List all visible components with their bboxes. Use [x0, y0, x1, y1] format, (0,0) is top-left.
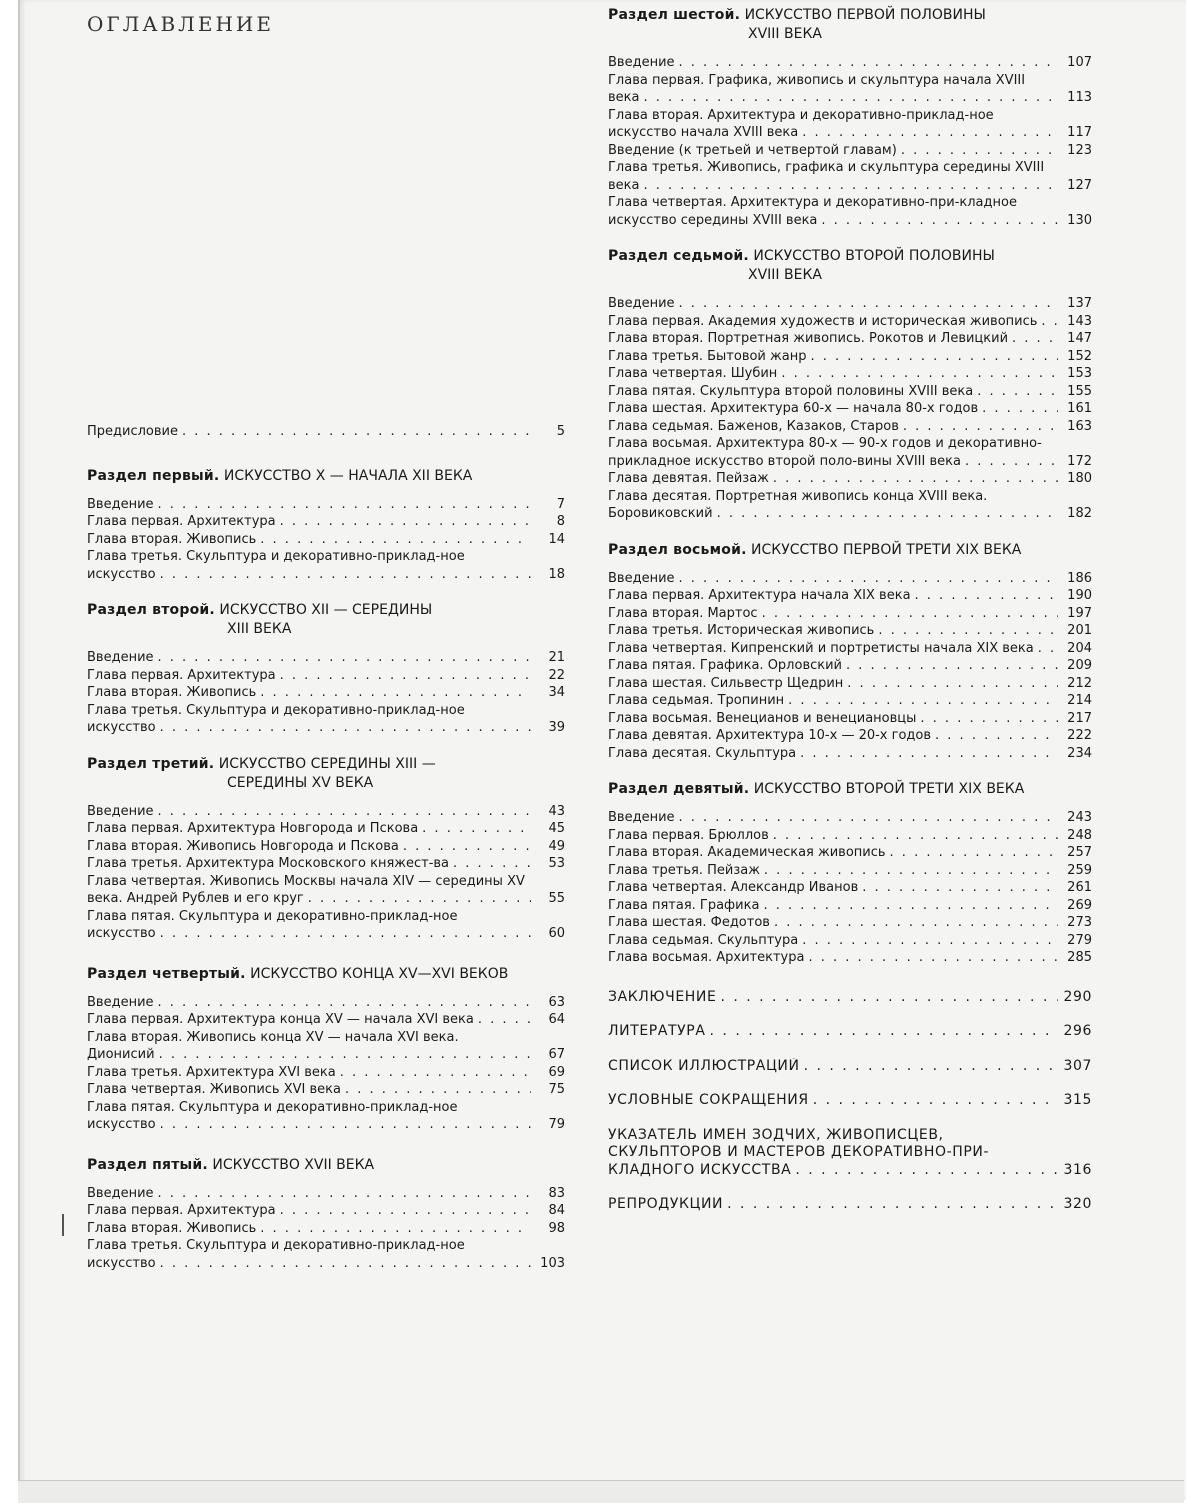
toc-entry-back-matter[interactable] — [608, 1127, 1092, 1180]
toc-section — [608, 6, 1092, 229]
entry-label: Глава восьмая. Венецианов и венециановцы — [608, 711, 920, 726]
section-title: ИСКУССТВО ПЕРВОЙ ТРЕТИ XIX ВЕКА — [751, 541, 1022, 558]
toc-left-column — [87, 423, 565, 1272]
entry-page: 163 — [1058, 418, 1092, 436]
entry-label: Глава пятая. Скульптура и декоративно-приклад-ное искусство — [87, 1099, 458, 1132]
entry-label: Глава седьмая. Скульптура — [608, 933, 802, 948]
entry-page: 69 — [531, 1064, 565, 1082]
entry-label: Глава девятая. Пейзаж — [608, 471, 773, 486]
entry-label: Предисловие — [87, 424, 182, 439]
entry-page: 127 — [1058, 177, 1092, 195]
toc-entry[interactable] — [608, 435, 1092, 470]
section-title-line2: XIII ВЕКА — [227, 621, 292, 637]
section-heading — [608, 247, 1092, 285]
entry-page: 123 — [1058, 142, 1092, 160]
entry-page: 18 — [531, 566, 565, 584]
entry-page: 7 — [531, 496, 565, 514]
entry-label: Глава шестая. Федотов — [608, 915, 774, 930]
entry-label: ЗАКЛЮЧЕНИЕ — [608, 989, 720, 1005]
toc-entry[interactable] — [608, 657, 1092, 675]
entry-label: Глава четвертая. Кипренский и портретисты начала XIX века — [608, 641, 1038, 656]
entry-label: РЕПРОДУКЦИИ — [608, 1196, 727, 1212]
entry-page: 182 — [1058, 505, 1092, 523]
toc-entry[interactable] — [87, 838, 565, 856]
toc-entry[interactable] — [608, 640, 1092, 658]
entry-page: 34 — [531, 684, 565, 702]
entry-page: 117 — [1058, 124, 1092, 142]
toc-right-column — [608, 6, 1092, 1214]
section-heading — [87, 755, 565, 793]
entry-label: Глава десятая. Скульптура — [608, 746, 800, 761]
entry-page: 234 — [1058, 745, 1092, 763]
toc-section — [608, 541, 1092, 763]
toc-entry[interactable] — [608, 72, 1092, 107]
entry-page: 261 — [1058, 879, 1092, 897]
entry-label: Введение — [608, 571, 679, 586]
entry-page: 14 — [531, 531, 565, 549]
section-title-line2: XVIII ВЕКА — [748, 267, 822, 283]
entry-label: Глава первая. Графика, живопись и скульптура начала XVIII века — [608, 72, 1026, 105]
entry-page: 153 — [1058, 365, 1092, 383]
entry-page: 84 — [531, 1202, 565, 1220]
toc-entry[interactable] — [608, 949, 1092, 967]
section-title-line2: XVIII ВЕКА — [748, 26, 822, 42]
toc-section — [87, 467, 565, 584]
toc-entry[interactable] — [87, 667, 565, 685]
section-heading — [608, 6, 1092, 44]
entry-label: Глава десятая. Портретная живопись конца XVIII века. Боровиковский — [608, 488, 988, 521]
page-title: ОГЛАВЛЕНИЕ — [87, 12, 274, 36]
section-name: Раздел третий. — [87, 755, 215, 772]
toc-entry[interactable] — [87, 684, 565, 702]
entry-page: 222 — [1058, 727, 1092, 745]
toc-entry[interactable] — [87, 1185, 565, 1203]
entry-page: 45 — [531, 820, 565, 838]
section-title-line2: СЕРЕДИНЫ XV ВЕКА — [227, 774, 374, 791]
section-name: Раздел первый. — [87, 467, 220, 484]
entry-label: Глава пятая. Графика. Орловский — [608, 658, 846, 673]
entry-label: Глава вторая. Архитектура и декоративно-приклад-ное искусство начала XVIII века — [608, 107, 994, 140]
toc-entry-back-matter[interactable] — [608, 1092, 1092, 1110]
toc-entry[interactable] — [608, 470, 1092, 488]
entry-label: УКАЗАТЕЛЬ ИМЕН ЗОДЧИХ, ЖИВОПИСЦЕВ, СКУЛЬПТОРОВ И МАСТЕРОВ ДЕКОРАТИВНО-ПРИ-КЛАДНОГО ИСКУССТВА — [608, 1126, 990, 1178]
toc-entry[interactable] — [608, 914, 1092, 932]
entry-page: 83 — [531, 1185, 565, 1203]
section-name: Раздел восьмой. — [608, 541, 747, 558]
section-heading — [608, 541, 1092, 560]
entry-label: ЛИТЕРАТУРА — [608, 1023, 710, 1039]
entry-page: 113 — [1058, 89, 1092, 107]
entry-label: Введение — [87, 1186, 158, 1201]
section-name: Раздел четвертый. — [87, 965, 246, 982]
toc-entry[interactable] — [608, 107, 1092, 142]
entry-page: 257 — [1058, 844, 1092, 862]
entry-label: Глава шестая. Сильвестр Щедрин — [608, 676, 847, 691]
toc-entry[interactable] — [608, 675, 1092, 693]
left-sections — [87, 467, 565, 1273]
entry-label: Введение — [608, 296, 679, 311]
entry-page: 5 — [531, 423, 565, 441]
entry-label: Глава первая. Архитектура Новгорода и Пскова — [87, 821, 422, 836]
toc-entry[interactable] — [87, 1081, 565, 1099]
toc-entry[interactable] — [608, 194, 1092, 229]
toc-entry[interactable] — [87, 1237, 565, 1272]
entry-label: Глава третья. Скульптура и декоративно-приклад-ное искусство — [87, 549, 465, 582]
entry-page: 243 — [1058, 809, 1092, 827]
entry-label: Глава третья. Скульптура и декоративно-приклад-ное искусство — [87, 1238, 465, 1271]
entry-page: 43 — [531, 803, 565, 821]
toc-entry[interactable] — [608, 570, 1092, 588]
toc-entry-back-matter[interactable] — [608, 1196, 1092, 1214]
entry-page: 67 — [531, 1046, 565, 1064]
entry-page: 307 — [1058, 1058, 1092, 1076]
entry-label: Введение — [87, 995, 158, 1010]
margin-mark — [62, 1214, 64, 1236]
entry-page: 64 — [531, 1011, 565, 1029]
entry-label: Глава вторая. Мартос — [608, 606, 762, 621]
toc-entry[interactable] — [608, 932, 1092, 950]
entry-label: Глава восьмая. Архитектура 80-х — 90-х годов и декоративно-прикладное искусство второй поло-вины XVIII века — [608, 436, 1042, 469]
section-title: ИСКУССТВО СЕРЕДИНЫ XIII — — [218, 755, 436, 772]
entry-label: Глава первая. Архитектура конца XV — начала XVI века — [87, 1012, 478, 1027]
entry-page: 269 — [1058, 897, 1092, 915]
entry-page: 212 — [1058, 675, 1092, 693]
toc-entry[interactable] — [608, 605, 1092, 623]
entry-page: 137 — [1058, 295, 1092, 313]
entry-page: 190 — [1058, 587, 1092, 605]
section-heading — [87, 467, 565, 486]
toc-entry[interactable] — [87, 513, 565, 531]
entry-label: Глава седьмая. Баженов, Казаков, Старов — [608, 419, 903, 434]
entry-page: 53 — [531, 855, 565, 873]
entry-page: 55 — [531, 890, 565, 908]
entry-label: Глава вторая. Живопись Новгорода и Пскова — [87, 839, 403, 854]
entry-page: 130 — [1058, 212, 1092, 230]
section-heading — [608, 780, 1092, 799]
entry-label: Глава вторая. Живопись конца XV — начала XVI века. Дионисий — [87, 1029, 459, 1062]
toc-section — [87, 755, 565, 943]
entry-page: 103 — [531, 1255, 565, 1273]
entry-page: 217 — [1058, 710, 1092, 728]
entry-label: Глава четвертая. Александр Иванов — [608, 880, 862, 895]
toc-section — [608, 780, 1092, 967]
entry-label: Глава девятая. Архитектура 10-х — 20-х годов — [608, 728, 935, 743]
toc-entry[interactable] — [608, 159, 1092, 194]
entry-label: Глава пятая. Скульптура и декоративно-приклад-ное искусство — [87, 908, 458, 941]
entry-page: 186 — [1058, 570, 1092, 588]
entry-label: Глава третья. Архитектура XVI века — [87, 1065, 340, 1080]
entry-label: Глава третья. Скульптура и декоративно-приклад-ное искусство — [87, 702, 465, 735]
entry-label: Глава вторая. Портретная живопись. Рокотов и Левицкий — [608, 331, 1012, 346]
entry-label: Глава вторая. Живопись — [87, 532, 260, 547]
toc-entry[interactable] — [87, 548, 565, 583]
entry-page: 273 — [1058, 914, 1092, 932]
entry-page: 75 — [531, 1081, 565, 1099]
entry-label: Глава третья. Историческая живопись — [608, 623, 878, 638]
entry-label: Глава третья. Архитектура Московского княжест-ва — [87, 856, 453, 871]
toc-entry[interactable] — [608, 330, 1092, 348]
toc-entry[interactable] — [87, 820, 565, 838]
toc-entry[interactable] — [608, 383, 1092, 401]
toc-entry[interactable] — [608, 879, 1092, 897]
toc-entry-back-matter[interactable] — [608, 1023, 1092, 1041]
section-title: ИСКУССТВО XVII ВЕКА — [212, 1156, 375, 1173]
entry-page: 60 — [531, 925, 565, 943]
entry-label: Глава вторая. Академическая живопись — [608, 845, 890, 860]
toc-entry[interactable] — [608, 727, 1092, 745]
entry-page: 201 — [1058, 622, 1092, 640]
toc-entry[interactable] — [608, 862, 1092, 880]
entry-label: Глава первая. Архитектура начала XIX века — [608, 588, 915, 603]
entry-label: Введение — [87, 497, 158, 512]
back-matter — [608, 989, 1092, 1214]
entry-label: Глава третья. Бытовой жанр — [608, 349, 810, 364]
page-edge — [18, 1480, 1184, 1503]
entry-label: Глава четвертая. Шубин — [608, 366, 781, 381]
toc-entry[interactable] — [87, 908, 565, 943]
toc-entry[interactable] — [608, 488, 1092, 523]
toc-entry[interactable] — [608, 844, 1092, 862]
section-title: ИСКУССТВО ВТОРОЙ ПОЛОВИНЫ — [753, 248, 995, 264]
section-title: ИСКУССТВО ПЕРВОЙ ПОЛОВИНЫ — [744, 7, 986, 23]
toc-entry[interactable] — [87, 649, 565, 667]
entry-label: Введение — [608, 810, 679, 825]
toc-entry[interactable] — [87, 496, 565, 514]
entry-label: Глава вторая. Живопись — [87, 1221, 260, 1236]
entry-page: 79 — [531, 1116, 565, 1134]
entry-page: 316 — [1058, 1162, 1092, 1180]
toc-section — [87, 965, 565, 1134]
toc-entry[interactable] — [87, 1029, 565, 1064]
entry-label: Глава третья. Пейзаж — [608, 863, 764, 878]
toc-entry[interactable] — [608, 418, 1092, 436]
entry-page: 22 — [531, 667, 565, 685]
entry-label: Глава четвертая. Архитектура и декоративно-при-кладное искусство середины XVIII века — [608, 195, 1017, 228]
entry-label: Глава пятая. Графика — [608, 898, 763, 913]
entry-page: 204 — [1058, 640, 1092, 658]
toc-entry[interactable] — [87, 994, 565, 1012]
toc-entry[interactable] — [608, 587, 1092, 605]
toc-entry-back-matter[interactable] — [608, 1058, 1092, 1076]
toc-entry[interactable] — [608, 692, 1092, 710]
toc-entry[interactable] — [608, 745, 1092, 763]
entry-label: Глава пятая. Скульптура второй половины XVIII века — [608, 384, 977, 399]
toc-entry[interactable] — [87, 1064, 565, 1082]
section-name: Раздел шестой. — [608, 7, 741, 23]
entry-page: 279 — [1058, 932, 1092, 950]
toc-entry[interactable] — [608, 827, 1092, 845]
right-sections — [608, 6, 1092, 967]
toc-entry[interactable] — [608, 809, 1092, 827]
entry-label: Глава первая. Академия художеств и историческая живопись — [608, 314, 1041, 329]
entry-label: УСЛОВНЫЕ СОКРАЩЕНИЯ — [608, 1092, 813, 1108]
entry-page: 315 — [1058, 1092, 1092, 1110]
entry-page: 98 — [531, 1220, 565, 1238]
entry-page: 197 — [1058, 605, 1092, 623]
entry-label: Глава первая. Архитектура — [87, 1203, 280, 1218]
section-heading — [87, 965, 565, 984]
entry-page: 49 — [531, 838, 565, 856]
entry-label: Глава шестая. Архитектура 60-х — начала 80-х годов — [608, 401, 982, 416]
toc-entry[interactable] — [608, 295, 1092, 313]
entry-label: Глава первая. Брюллов — [608, 828, 773, 843]
toc-section — [87, 601, 565, 737]
entry-label: Глава четвертая. Живопись Москвы начала XIV — середины XV века. Андрей Рублев и его круг — [87, 873, 525, 906]
entry-label: Глава восьмая. Архитектура — [608, 950, 808, 965]
toc-entry[interactable] — [608, 348, 1092, 366]
entry-label: СПИСОК ИЛЛЮСТРАЦИЙ — [608, 1058, 804, 1074]
section-title: ИСКУССТВО X — НАЧАЛА XII ВЕКА — [223, 467, 473, 484]
entry-page: 209 — [1058, 657, 1092, 675]
entry-page: 296 — [1058, 1023, 1092, 1041]
entry-page: 214 — [1058, 692, 1092, 710]
entry-label: Глава первая. Архитектура — [87, 514, 280, 529]
toc-entry-back-matter[interactable] — [608, 989, 1092, 1007]
entry-page: 172 — [1058, 453, 1092, 471]
toc-entry[interactable] — [87, 531, 565, 549]
section-title: ИСКУССТВО ВТОРОЙ ТРЕТИ XIX ВЕКА — [753, 781, 1025, 797]
entry-page: 39 — [531, 719, 565, 737]
entry-label: Введение — [87, 650, 158, 665]
toc-entry[interactable] — [608, 622, 1092, 640]
entry-label: Глава вторая. Живопись — [87, 685, 260, 700]
entry-page: 248 — [1058, 827, 1092, 845]
toc-entry[interactable] — [87, 803, 565, 821]
section-heading — [87, 601, 565, 639]
entry-page: 320 — [1058, 1196, 1092, 1214]
entry-page: 147 — [1058, 330, 1092, 348]
toc-entry[interactable] — [608, 365, 1092, 383]
entry-page: 143 — [1058, 313, 1092, 331]
section-name: Раздел седьмой. — [608, 248, 749, 264]
toc-entry-preface[interactable] — [87, 423, 565, 441]
section-name: Раздел девятый. — [608, 781, 750, 797]
toc-entry[interactable] — [608, 400, 1092, 418]
toc-section — [87, 1156, 565, 1273]
entry-page: 290 — [1058, 989, 1092, 1007]
entry-label: Введение (к третьей и четвертой главам) — [608, 143, 901, 158]
toc-entry[interactable] — [87, 873, 565, 908]
toc-entry[interactable] — [87, 702, 565, 737]
entry-page: 155 — [1058, 383, 1092, 401]
entry-page: 8 — [531, 513, 565, 531]
toc-entry[interactable] — [87, 1220, 565, 1238]
entry-page: 21 — [531, 649, 565, 667]
entry-page: 180 — [1058, 470, 1092, 488]
toc-entry[interactable] — [608, 54, 1092, 72]
entry-page: 107 — [1058, 54, 1092, 72]
section-name: Раздел пятый. — [87, 1156, 208, 1173]
entry-label: Глава четвертая. Живопись XVI века — [87, 1082, 345, 1097]
toc-entry[interactable] — [87, 1011, 565, 1029]
toc-entry[interactable] — [608, 897, 1092, 915]
toc-entry[interactable] — [87, 1099, 565, 1134]
section-title: ИСКУССТВО КОНЦА XV—XVI ВЕКОВ — [250, 965, 509, 982]
toc-entry[interactable] — [87, 1202, 565, 1220]
entry-page: 161 — [1058, 400, 1092, 418]
entry-page: 152 — [1058, 348, 1092, 366]
toc-entry[interactable] — [608, 142, 1092, 160]
section-name: Раздел второй. — [87, 602, 215, 618]
entry-label: Глава первая. Архитектура — [87, 668, 280, 683]
section-title: ИСКУССТВО XII — СЕРЕДИНЫ — [219, 602, 433, 618]
entry-label: Глава третья. Живопись, графика и скульптура середины XVIII века — [608, 160, 1045, 193]
toc-entry[interactable] — [608, 710, 1092, 728]
entry-label: Глава седьмая. Тропинин — [608, 693, 788, 708]
toc-entry[interactable] — [87, 855, 565, 873]
toc-section — [608, 247, 1092, 523]
entry-label: Введение — [608, 55, 679, 70]
section-heading — [87, 1156, 565, 1175]
entry-page: 63 — [531, 994, 565, 1012]
entry-page: 259 — [1058, 862, 1092, 880]
entry-label: Введение — [87, 804, 158, 819]
toc-entry[interactable] — [608, 313, 1092, 331]
entry-page: 285 — [1058, 949, 1092, 967]
